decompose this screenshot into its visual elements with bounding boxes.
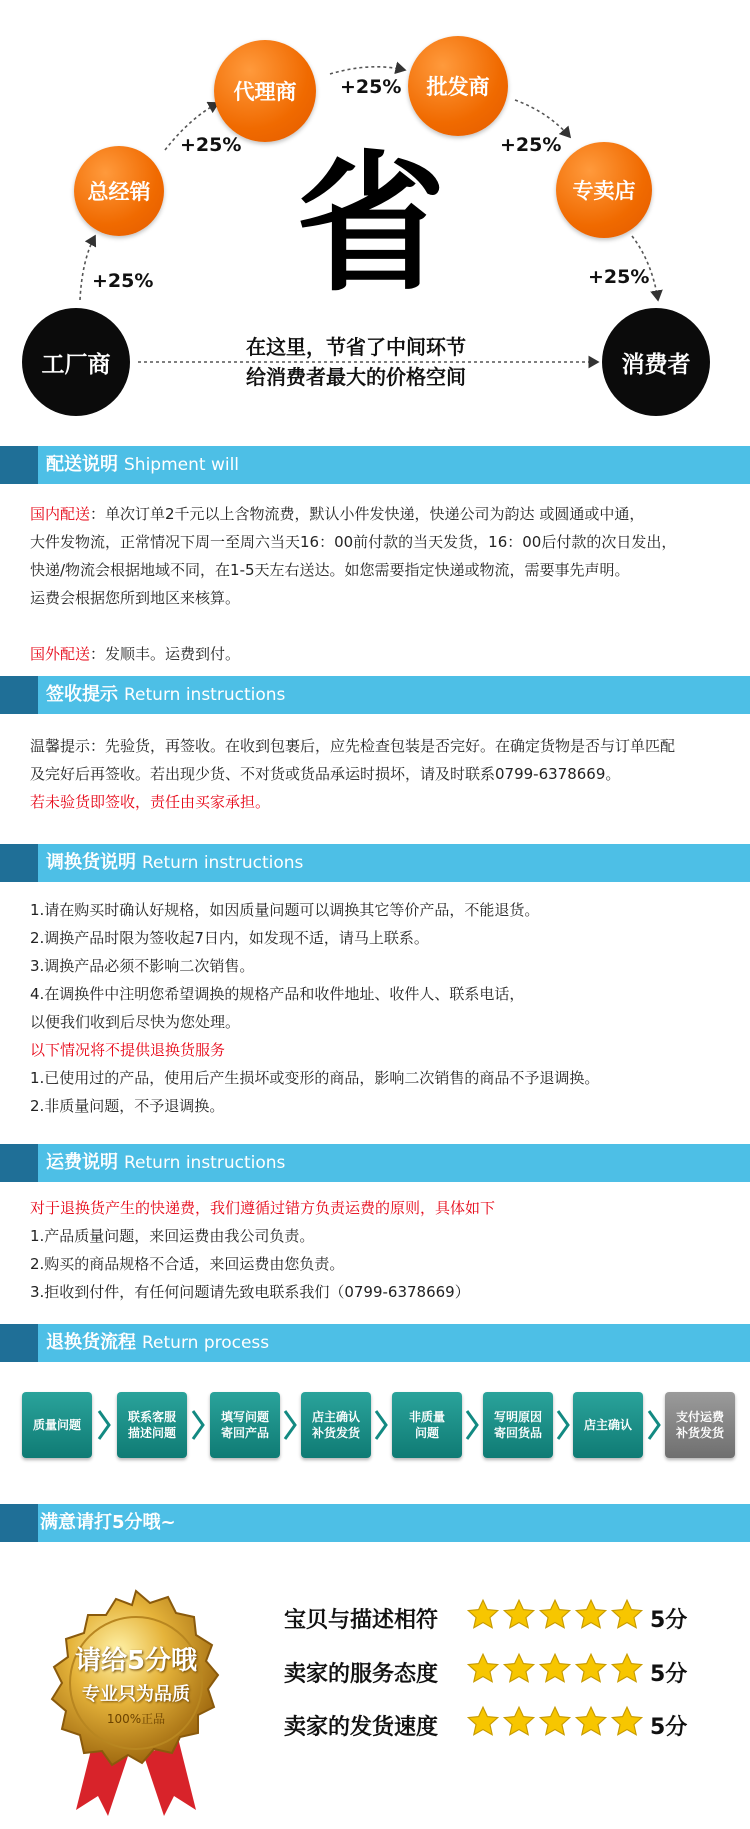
star-icon — [574, 1652, 608, 1686]
section-header-process — [0, 1324, 750, 1362]
hero-tagline: 在这里，节省了中间环节 给消费者最大的价格空间 — [246, 335, 466, 389]
star-icon — [502, 1598, 536, 1632]
chevron-right-icon — [96, 1408, 112, 1442]
exchange-warning: 以下情况将不提供退换货服务 — [30, 1041, 226, 1059]
process-step: 店主确认 补货发货 — [301, 1392, 371, 1458]
markup-label: +25% — [500, 134, 562, 156]
process-step: 填写问题 寄回产品 — [210, 1392, 280, 1458]
section-header-receipt — [0, 676, 750, 714]
node-agent: 代理商 — [214, 40, 316, 142]
receipt-body: 温馨提示：先验货，再签收。在收到包裹后，应先检查包装是否完好。在确定货物是否与订单匹配 及完好后再签收。若出现少货、不对货或货品承运时损坏，请及时联系0799-6378669。 若未验货即签收，责任由买家承担。 — [30, 732, 740, 816]
star-icon — [610, 1598, 644, 1632]
section-title: 运费说明 Return instructions — [46, 1152, 286, 1173]
shipment-body: 国内配送：单次订单2千元以上含物流费，默认小件发快递，快递公司为韵达 或圆通或中通， 大件发物流，正常情况下周一至周六当天16：00前付款的当天发货，16：00后付款的次日发出， 快递/物流会根据地域不同，在1-5天左右送达。如您需要指定快递或物流，需要事先声明。 运费会根据您所到地区来核算。 国外配送：发顺丰。运费到付。 — [30, 505, 677, 663]
medal-line2: 专业只为品质 — [82, 1684, 190, 1705]
star-icon — [466, 1705, 500, 1739]
section-tab — [0, 676, 38, 714]
section-title: 满意请打5分哦~ — [40, 1512, 176, 1533]
node-consumer: 消费者 — [602, 308, 710, 416]
save-character: 省 — [296, 138, 447, 312]
section-tab — [0, 1324, 38, 1362]
star-icon — [610, 1705, 644, 1739]
section-title: 签收提示 Return instructions — [46, 684, 286, 705]
exchange-body: 1.请在购买时确认好规格，如因质量问题可以调换其它等价产品，不能退货。 2.调换产品时限为签收起7日内，如发现不适，请马上联系。 3.调换产品必须不影响二次销售。 4.在调换件中注明您希望调换的规格产品和收件地址、收件人、联系电话， 以便我们收到后尽快为您处理。 以下情况将不提供退换货服务 1.已使用过的产品，使用后产生损坏或变形的商品，影响二次销售的商品不予退调换。 2.非质量问题，不予退调换。 — [30, 896, 740, 1120]
freight-notice: 对于退换货产生的快递费，我们遵循过错方负责运费的原则，具体如下 — [30, 1199, 496, 1217]
medal-line1: 请给5分哦 — [74, 1646, 198, 1676]
section-title: 调换货说明 Return instructions — [46, 852, 304, 873]
medal-line3: 100%正品 — [106, 1712, 166, 1726]
foreign-label: 国外配送 — [30, 645, 91, 663]
star-icon — [466, 1652, 500, 1686]
star-icon — [538, 1598, 572, 1632]
process-step: 写明原因 寄回货品 — [483, 1392, 553, 1458]
rating-label: 宝贝与描述相符 — [284, 1608, 439, 1633]
domestic-label: 国内配送 — [30, 505, 91, 523]
markup-label: +25% — [588, 266, 650, 288]
star-icon — [466, 1598, 500, 1632]
star-icon — [502, 1705, 536, 1739]
star-icon — [538, 1705, 572, 1739]
rating-label: 卖家的发货速度 — [284, 1715, 439, 1740]
node-general-distributor: 总经销 — [74, 146, 164, 236]
section-header-freight — [0, 1144, 750, 1182]
receipt-warning: 若未验货即签收，责任由买家承担。 — [30, 793, 271, 811]
chevron-right-icon — [282, 1408, 298, 1442]
rating-score: 5分 — [650, 1662, 688, 1687]
star-icon — [610, 1652, 644, 1686]
markup-label: +25% — [340, 76, 402, 98]
markup-label: +25% — [92, 270, 154, 292]
section-header-rating — [0, 1504, 750, 1542]
section-header-shipment — [0, 446, 750, 484]
star-rating — [466, 1598, 644, 1632]
chevron-right-icon — [190, 1408, 206, 1442]
freight-body: 对于退换货产生的快递费，我们遵循过错方负责运费的原则，具体如下 1.产品质量问题，来回运费由我公司负责。 2.购买的商品规格不合适，来回运费由您负责。 3.拒收到付件，有任何问题请先致电联系我们（0799-6378669） — [30, 1194, 740, 1306]
node-wholesaler: 批发商 — [408, 36, 508, 136]
markup-label: +25% — [180, 134, 242, 156]
rating-score: 5分 — [650, 1608, 688, 1633]
section-title: 配送说明 Shipment will — [46, 454, 240, 475]
section-tab — [0, 446, 38, 484]
process-step: 联系客服 描述问题 — [117, 1392, 187, 1458]
star-rating — [466, 1705, 644, 1739]
chevron-right-icon — [646, 1408, 662, 1442]
chevron-right-icon — [464, 1408, 480, 1442]
star-icon — [574, 1705, 608, 1739]
section-title: 退换货流程 Return process — [46, 1332, 270, 1353]
process-step: 质量问题 — [22, 1392, 92, 1458]
section-tab — [0, 844, 38, 882]
section-tab — [0, 1144, 38, 1182]
star-icon — [502, 1652, 536, 1686]
rating-score: 5分 — [650, 1715, 688, 1740]
process-step: 店主确认 — [573, 1392, 643, 1458]
node-store: 专卖店 — [556, 142, 652, 238]
process-step: 非质量 问题 — [392, 1392, 462, 1458]
chevron-right-icon — [555, 1408, 571, 1442]
section-tab — [0, 1504, 38, 1542]
rating-label: 卖家的服务态度 — [284, 1662, 439, 1687]
section-header-exchange — [0, 844, 750, 882]
process-step: 支付运费 补货发货 — [665, 1392, 735, 1458]
star-icon — [538, 1652, 572, 1686]
star-icon — [574, 1598, 608, 1632]
node-factory: 工厂商 — [22, 308, 130, 416]
star-rating — [466, 1652, 644, 1686]
chevron-right-icon — [373, 1408, 389, 1442]
